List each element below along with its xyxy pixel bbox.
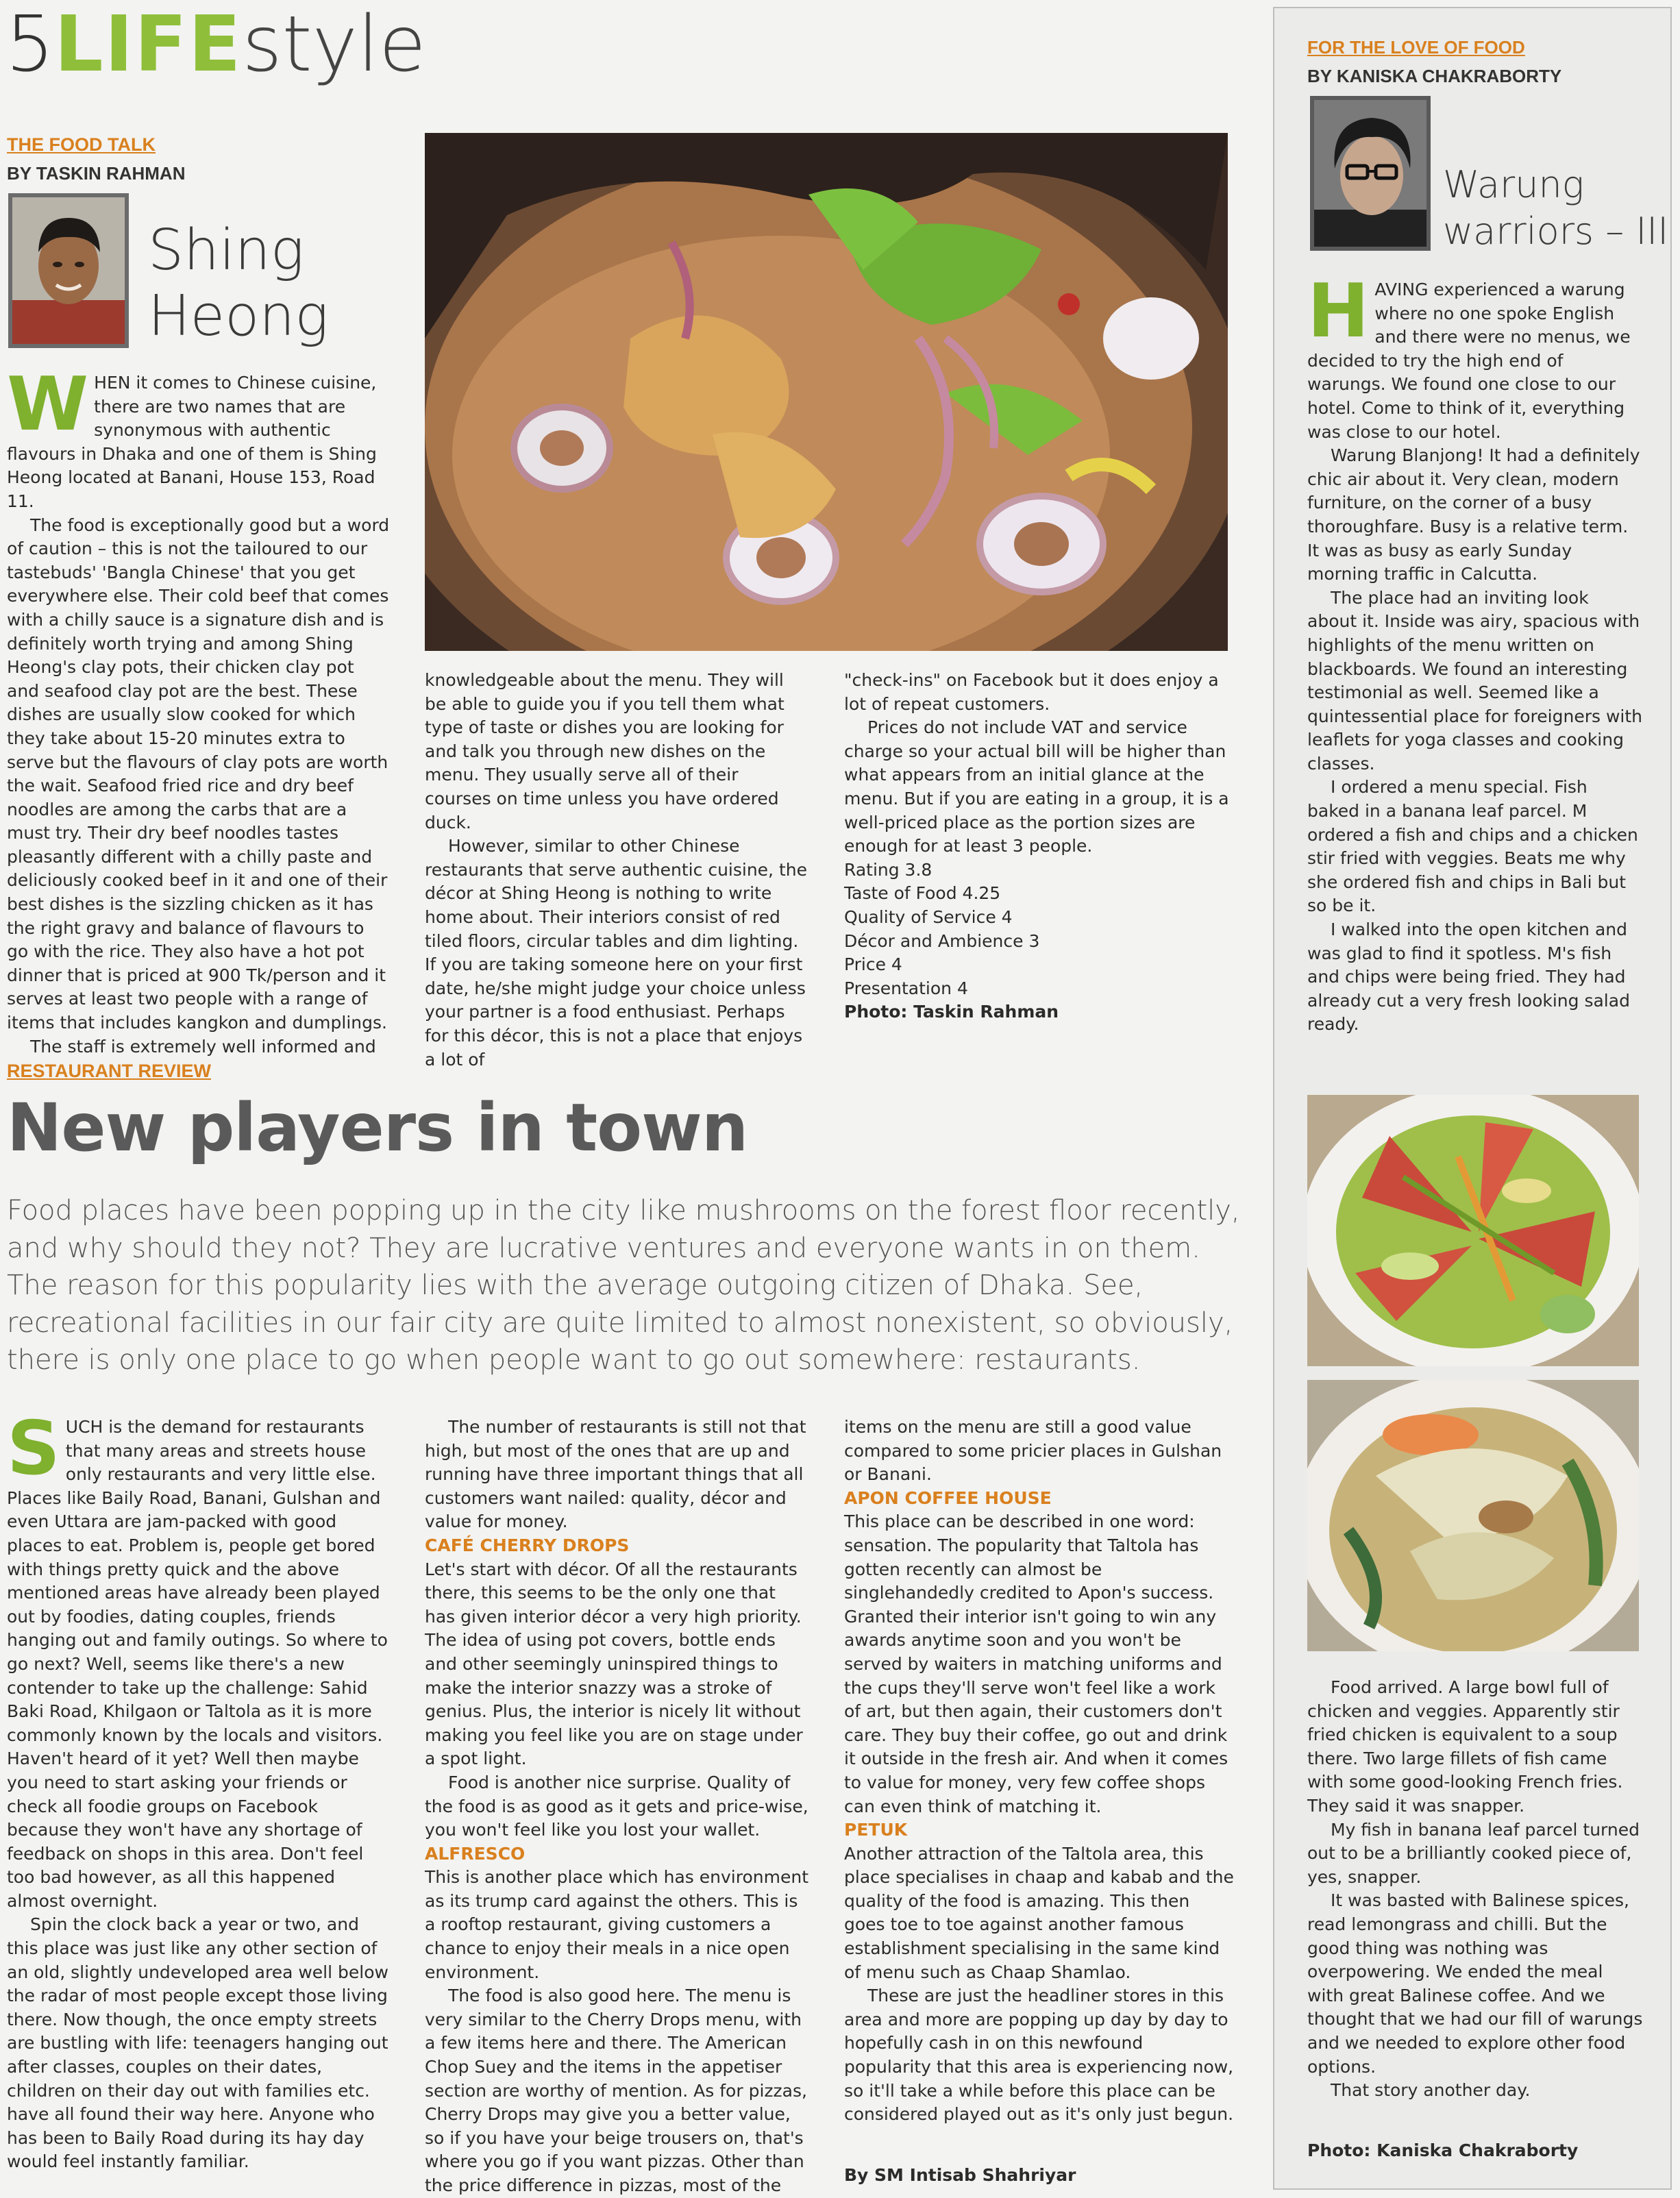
- paragraph: AVING experienced a warung where no one spoke English and there were no menus, we decided to try the high end of warungs. We found one close to our hotel. Come to think of it, everything was close to our hotel.: [1307, 280, 1631, 442]
- paragraph: This place can be described in one word: sensation. The popularity that Taltola has gotten recently can almost be singlehandedly credited to Apon's success. Granted their interior isn't going to win any awards anytime soon and you won't be served by waiters in matching uniforms and the cups they'll serve won't feel like a work of art, but then again, their customers don't care. They buy their coffee, go out and drink it outside in the fresh air. And when it comes to value for money, very few coffee shops can even think of matching it.: [844, 1511, 1228, 1816]
- rating-line: Presentation 4: [844, 978, 968, 998]
- food-talk-title: [148, 218, 328, 349]
- paragraph: "check-ins" on Facebook but it does enjoy a lot of repeat customers.: [844, 670, 1219, 714]
- food-talk-title-line1: Shing: [148, 218, 304, 283]
- food-talk-kicker: THE FOOD TALK: [7, 134, 156, 155]
- food-talk-byline: BY TASKIN RAHMAN: [7, 163, 186, 184]
- paragraph: Warung Blanjong! It had a definitely chic air about it. Very clean, modern furniture, on the corner of a busy thoroughfare. Busy is a relative term. It was as busy as early Sunday morning traffic in Calcutta.: [1307, 445, 1640, 584]
- paragraph: This is another place which has environment as its trump card against the others. This is a rooftop restaurant, giving customers a chance to enjoy their meals in a nice open environment.: [425, 1867, 808, 1982]
- sidebar-title-line2: warriors – III: [1443, 210, 1669, 253]
- rating-line: Taste of Food 4.25: [844, 883, 1001, 904]
- paragraph: My fish in banana leaf parcel turned out to be a brilliantly cooked piece of, yes, snapper.: [1307, 1819, 1640, 1887]
- apon-coffee-house-heading: APON COFFEE HOUSE: [844, 1487, 1052, 1508]
- sidebar-title-line1: Warung: [1443, 163, 1585, 206]
- rating-line: Décor and Ambience 3: [844, 930, 1040, 951]
- review-dropcap: S: [7, 1406, 60, 1492]
- paragraph: I walked into the open kitchen and was glad to find it spotless. M's fish and chips were being fried. They had already cut a very fresh looking salad ready.: [1307, 919, 1630, 1035]
- paragraph: The number of restaurants is still not that high, but most of the ones that are up and running have three important things that all customers want nailed: quality, décor and value for money.: [425, 1417, 806, 1532]
- food-talk-column-2: [425, 669, 808, 1072]
- clay-pot-seafood-photo: [425, 133, 1228, 651]
- masthead: [5, 0, 426, 89]
- cafe-cherry-drops-heading: CAFÉ CHERRY DROPS: [425, 1535, 630, 1555]
- rating-line: Rating 3.8: [844, 859, 932, 880]
- salad-photo: [1307, 1095, 1639, 1366]
- sidebar-text-top: [1307, 269, 1643, 1037]
- paragraph: Food is another nice surprise. Quality of the food is as good as it gets and price-wise, you won't feel like you lost your wallet.: [425, 1772, 808, 1840]
- review-column-1: [7, 1406, 392, 2174]
- paragraph: The place had an inviting look about it. Inside was airy, spacious with highlights of the menu written on blackboards. We found an interesting testimonial as well. Seemed like a quintessential place for foreigners with leaflets for yoga classes and cooking classes.: [1307, 587, 1642, 774]
- author-photo-taskin: [8, 193, 129, 348]
- review-column-3: [844, 1416, 1235, 2127]
- paragraph: Prices do not include VAT and service charge so your actual bill will be higher than what appears from an initial glance at the menu. But if you are eating in a group, it is a well-priced place as the portion sizes are enough for at least 3 people.: [844, 717, 1229, 856]
- paragraph: The staff is extremely well informed and: [30, 1036, 376, 1057]
- paragraph: The food is also good here. The menu is very similar to the Cherry Drops menu, with a few items here and there. The American Chop Suey and the items in the appetiser section are worthy of mention. As for pizzas, Cherry Drops may give you a better value, so if you have your beige trousers on, that's where you go if you want pizzas. Other than the price difference in pizzas, most of the: [425, 1986, 807, 2195]
- paragraph: I ordered a menu special. Fish baked in a banana leaf parcel. M ordered a fish and chips and a chicken stir fried with veggies. Beats me why she ordered fish and chips in Bali but so be it.: [1307, 777, 1638, 916]
- stir-fry-bowl-photo: [1307, 1380, 1639, 1651]
- paragraph: Another attraction of the Taltola area, this place specialises in chaap and kabab and the quality of the food is amazing. This then goes toe to toe against another famous establishment specialising in the same kind of menu such as Chaap Shamlao.: [844, 1843, 1234, 1982]
- page-number: 5: [5, 0, 55, 89]
- sidebar-title: [1443, 162, 1668, 255]
- paragraph: items on the menu are still a good value compared to some pricier places in Gulshan or Banani.: [844, 1417, 1222, 1485]
- review-byline: By SM Intisab Shahriyar: [844, 2165, 1076, 2185]
- food-talk-column-3: [844, 669, 1235, 1024]
- food-talk-title-line2: Heong: [148, 284, 329, 349]
- sidebar-dropcap: H: [1307, 269, 1370, 354]
- food-talk-dropcap: W: [7, 362, 89, 447]
- photo-credit: Photo: Taskin Rahman: [844, 1002, 1059, 1022]
- paragraph: UCH is the demand for restaurants that many areas and streets house only restaurants and very little else. Places like Baily Road, Banani, Gulshan and even Uttara are jam-packed with good places to eat. Problem is, people get bored with things pretty quick and the above mentioned areas have already been played out by foodies, dating couples, friends hanging out and family outings. So where to go next? Well, seems like there's a new contender to take up the challenge: Sahid Baki Road, Khilgaon or Taltola as it is more commonly known by the locals and visitors. Haven't heard of it yet? Well then maybe you need to start asking your friends or check all foodie groups on Facebook because they won't have any shortage of feedback on shops in this area. Don't feel too bad however, as all this happened almost overnight.: [7, 1417, 388, 1911]
- paragraph: That story another day.: [1331, 2080, 1531, 2101]
- review-standfirst: Food places have been popping up in the city like mushrooms on the forest floor recently, and why should they not? They are lucrative ventures and everyone wants in on them. The reason for this popularity lies with the average outgoing citizen of Dhaka. See, recreational facilities in our fair city are quite limited to almost nonexistent, so obviously, there is only one place to go when people want to go out somewhere: restaurants.: [7, 1195, 1240, 1376]
- alfresco-heading: ALFRESCO: [425, 1843, 526, 1864]
- sidebar-byline: BY KANISKA CHAKRABORTY: [1307, 66, 1562, 86]
- paragraph: knowledgeable about the menu. They will be able to guide you if you tell them what type of taste or dishes you are looking for and talk you through new dishes on the menu. They usually serve all of their courses on time unless you have ordered duck.: [425, 670, 785, 832]
- paragraph: Food arrived. A large bowl full of chicken and veggies. Apparently stir fried chicken is equivalent to a soup there. Two large fillets of fish came with some good-looking French fries. They said it was snapper.: [1307, 1677, 1623, 1816]
- rating-line: Price 4: [844, 954, 902, 975]
- paragraph: It was basted with Balinese spices, read lemongrass and chilli. But the good thing was nothing was overpowering. We ended the meal with great Balinese coffee. And we thought that we had our fill of warungs and we needed to explore other food options.: [1307, 1890, 1643, 2077]
- paragraph: However, similar to other Chinese restaurants that serve authentic cuisine, the décor at Shing Heong is nothing to write home about. Their interiors consist of red tiled floors, circular tables and dim lighting. If you are taking someone here on your first date, he/she might judge your choice unless your partner is a food enthusiast. Perhaps for this décor, this is not a place that enjoys a lot of: [425, 836, 807, 1070]
- review-column-2: [425, 1416, 811, 2198]
- section-name-style: style: [242, 0, 426, 89]
- section-name-life: LIFE: [54, 0, 243, 89]
- author-photo-kaniska: [1310, 96, 1431, 251]
- paragraph: These are just the headliner stores in this area and more are popping up day by day to hopefully cash in on this newfound popularity that this area is experiencing now, so it'll take a while before this place can be considered played out as it's only just begun.: [844, 1986, 1234, 2125]
- sidebar-text-bottom: [1307, 1676, 1643, 2103]
- food-talk-column-1: [7, 362, 391, 1059]
- paragraph: The food is exceptionally good but a word of caution – this is not the tailoured to our tastebuds' 'Bangla Chinese' that you get everywhere else. Their cold beef that comes with a chilly sauce is a signature dish and is definitely worth trying and among Shing Heong's clay pots, their chicken clay pot and seafood clay pot are the best. These dishes are usually slow cooked for which they take about 15-20 minutes extra to serve but the flavours of clay pots are worth the wait. Seafood fried rice and dry beef noodles are among the carbs that are a must try. Their dry beef noodles tastes pleasantly different with a chilly paste and deliciously cooked beef in it and one of their best dishes is the sizzling chicken as it has the right gravy and balance of flavours to go with the rice. They also have a hot pot dinner that is priced at 900 Tk/person and it serves at least two people with a range of items that includes kangkon and dumplings.: [7, 515, 390, 1033]
- sidebar-kicker: FOR THE LOVE OF FOOD: [1307, 37, 1525, 58]
- paragraph: Let's start with décor. Of all the restaurants there, this seems to be the only one that has given interior décor a very high priority. The idea of using pot covers, bottle ends and other seemingly uninspired things to make the interior snazzy was a stroke of genius. Plus, the interior is nicely lit without making you feel like you are on stage under a spot light.: [425, 1559, 803, 1769]
- review-kicker: RESTAURANT REVIEW: [7, 1061, 212, 1081]
- paragraph: Spin the clock back a year or two, and this place was just like any other section of an old, slightly undeveloped area well below the radar of most people except those living there. Now though, the once empty streets are bustling with life: teenagers hanging out after classes, couples on their dates, children on their day out with families etc. have all found their way here. Anyone who has been to Baily Road during its hay day would feel instantly familiar.: [7, 1914, 388, 2172]
- sidebar-photo-credit: Photo: Kaniska Chakraborty: [1307, 2140, 1579, 2160]
- petuk-heading: PETUK: [844, 1820, 908, 1840]
- paragraph: HEN it comes to Chinese cuisine, there are two names that are synonymous with authentic flavours in Dhaka and one of them is Shing Heong located at Banani, House 153, Road 11.: [7, 373, 377, 511]
- review-headline: New players in town: [7, 1089, 748, 1166]
- rating-line: Quality of Service 4: [844, 906, 1013, 927]
